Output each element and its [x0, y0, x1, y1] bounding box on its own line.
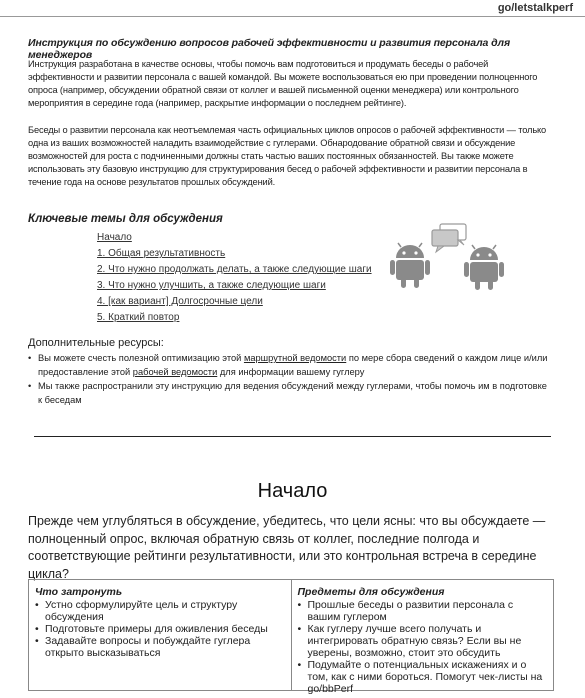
- resource-text: для информации вашему гуглеру: [217, 367, 365, 377]
- list-item: • Как гуглеру лучше всего получать и интегрировать обратную связь? Если вы не уверены, возможно, стоит это обсудить: [297, 623, 522, 659]
- section-title: Начало: [257, 480, 328, 502]
- section-text: Прежде чем углубляться в обсуждение, убедитесь, что цели ясны: что вы обсуждаете — полноценный опрос, включая обратную связь от коллег, последние полгода и соответствующие рейтинги результативности, или это контрольная встреча в середине цикла?: [28, 514, 546, 581]
- themes-title: Ключевые темы для обсуждения: [28, 213, 223, 225]
- bullet-icon: •: [35, 623, 39, 635]
- table-column-left: [29, 580, 291, 690]
- table-column-right: [291, 580, 554, 695]
- theme-link[interactable]: 4. [как вариант] Долгосрочные цели: [97, 296, 263, 307]
- resource-text: Вы можете счесть полезной оптимизацию этой: [38, 353, 244, 363]
- discussion-table: [28, 579, 554, 695]
- theme-link[interactable]: 5. Краткий повтор: [97, 312, 180, 323]
- bullet-icon: •: [28, 353, 32, 363]
- resource-item: [28, 379, 548, 407]
- intro-paragraph-2: Беседы о развитии персонала как неотъемлемая часть официальных циклов опросов о рабочей эффективности — только одна из ваших возможностей наладить взаимодействие с гуглерами. Обнародование обратной связи и обсуждение возможностей для роста с подчиненными должны стать частью ваших постоянных обязанностей. Вы также можете использовать эту базовую инструкцию для структурирования бесед о рабочей эффективности и развитии персонала в течение года на основе результатов прошлых обсуждений.: [28, 125, 547, 187]
- intro-paragraph-1: Инструкция разработана в качестве основы, чтобы помочь вам подготовиться и продумать беседы о рабочей эффективности и развитии персонала с вашей командой. Вы можете воспользоваться ею при проведении полноценного опроса (например, обсуждении обратной связи от коллег и вашей письменной оценки менеджера) или контрольного мероприятия в середине года (например, раскрытие информации о последнем рейтинге).: [28, 59, 538, 108]
- android-robots-illustration: [388, 222, 518, 294]
- android-robot-icon: [464, 245, 504, 290]
- list-item: • Устно сформулируйте цель и структуру обсуждения: [35, 599, 238, 623]
- resources-title: Дополнительные ресурсы:: [28, 337, 164, 349]
- theme-link[interactable]: 2. Что нужно продолжать делать, а также следующие шаги: [97, 264, 372, 275]
- bullet-icon: •: [297, 659, 302, 671]
- column-title: Предметы для обсуждения: [297, 586, 445, 598]
- worksheet-link[interactable]: рабочей ведомости: [132, 367, 218, 377]
- bullet-icon: •: [28, 381, 32, 391]
- theme-link[interactable]: 3. Что нужно улучшить, а также следующие шаги: [97, 280, 326, 291]
- resource-text: Мы также распространили эту инструкцию для ведения обсуждений между гуглерами, чтобы помочь им в подготовке к беседам: [38, 381, 547, 405]
- bullet-icon: •: [35, 635, 39, 647]
- section-divider: [34, 436, 551, 437]
- list-item: • Прошлые беседы о развитии персонала с вашим гуглером: [297, 599, 514, 623]
- theme-link[interactable]: 1. Общая результативность: [97, 248, 226, 259]
- theme-link[interactable]: Начало: [97, 232, 132, 243]
- go-link[interactable]: go/letstalkperf: [497, 2, 573, 14]
- resources-list: [28, 351, 548, 407]
- column-title: Что затронуть: [35, 586, 123, 598]
- bullet-icon: •: [297, 623, 302, 635]
- bullet-icon: •: [35, 599, 39, 611]
- themes-list: [97, 230, 372, 326]
- route-sheet-link[interactable]: маршрутной ведомости: [243, 353, 347, 363]
- header-divider: [0, 16, 585, 17]
- list-item: • Задавайте вопросы и побуждайте гуглера открыто высказываться: [35, 635, 251, 659]
- list-item: • Подумайте о потенциальных искажениях и о том, как с ними бороться. Помогут чек-листы на go/bbPerf: [297, 659, 543, 695]
- resource-text: по мере сбора сведений о каждом лице и/или предоставление этой: [38, 353, 548, 377]
- resource-item: [28, 351, 548, 379]
- android-robot-icon: [390, 243, 430, 288]
- intro-title: Инструкция по обсуждению вопросов рабочей эффективности и развития персонала для менеджеров: [28, 37, 511, 61]
- bullet-icon: •: [297, 599, 302, 611]
- chat-bubbles-icon: [432, 224, 466, 252]
- list-item: • Подготовьте примеры для оживления беседы: [35, 623, 268, 635]
